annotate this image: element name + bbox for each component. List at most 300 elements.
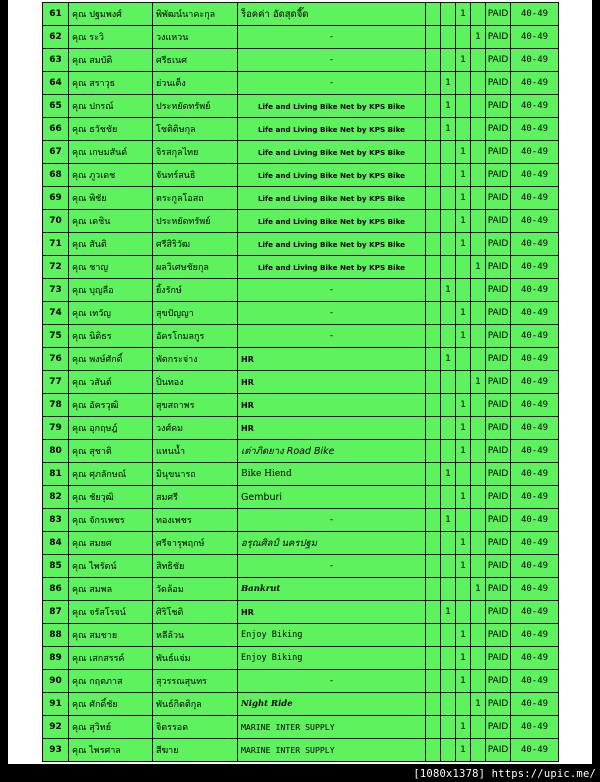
mark-col-1: [426, 72, 441, 95]
row-number: 75: [43, 325, 69, 348]
mark-col-1: [426, 233, 441, 256]
table-row: [43, 555, 559, 578]
mark-col-1: [426, 532, 441, 555]
age-group: 40-49: [511, 394, 559, 417]
mark-col-4: [471, 555, 486, 578]
payment-status: PAID: [486, 302, 511, 325]
row-number: 63: [43, 49, 69, 72]
mark-col-3: [456, 256, 471, 279]
mark-col-3: [456, 95, 471, 118]
mark-col-2: [441, 371, 456, 394]
row-number: 67: [43, 141, 69, 164]
last-name: ยิ้งรักษ์: [153, 279, 238, 302]
first-name: คุณ สมยศ: [69, 532, 153, 555]
team-name: MARINE INTER SUPPLY: [238, 739, 426, 762]
age-group: 40-49: [511, 302, 559, 325]
last-name: พิพัฒน์นาคะกุล: [153, 3, 238, 26]
team-name: ร็อคค่า อัดสุดจี๊ด: [238, 3, 426, 26]
team-name: Life and Living Bike Net by KPS Bike: [238, 210, 426, 233]
first-name: คุณ สมชาย: [69, 624, 153, 647]
age-group: 40-49: [511, 256, 559, 279]
mark-col-1: [426, 26, 441, 49]
mark-col-2: [441, 233, 456, 256]
last-name: ประหยัดทรัพย์: [153, 210, 238, 233]
payment-status: PAID: [486, 647, 511, 670]
mark-col-4: [471, 49, 486, 72]
mark-col-1: [426, 417, 441, 440]
mark-col-4: [471, 624, 486, 647]
row-number: 83: [43, 509, 69, 532]
mark-col-1: [426, 3, 441, 26]
mark-col-2: [441, 141, 456, 164]
age-group: 40-49: [511, 118, 559, 141]
first-name: คุณ เดชิน: [69, 210, 153, 233]
mark-col-4: [471, 210, 486, 233]
row-number: 82: [43, 486, 69, 509]
first-name: คุณ ระวิ: [69, 26, 153, 49]
first-name: คุณ จรัสโรจน์: [69, 601, 153, 624]
mark-col-3: 1: [456, 624, 471, 647]
mark-col-3: 1: [456, 716, 471, 739]
mark-col-1: [426, 371, 441, 394]
mark-col-2: [441, 49, 456, 72]
first-name: คุณ ชาญ: [69, 256, 153, 279]
last-name: สุขปัญญา: [153, 302, 238, 325]
table-row: [43, 693, 559, 716]
first-name: คุณ ภูวเดช: [69, 164, 153, 187]
mark-col-2: [441, 624, 456, 647]
first-name: คุณ ธวัชชัย: [69, 118, 153, 141]
mark-col-2: [441, 394, 456, 417]
row-number: 88: [43, 624, 69, 647]
payment-status: PAID: [486, 532, 511, 555]
age-group: 40-49: [511, 693, 559, 716]
last-name: ศิริโชติ: [153, 601, 238, 624]
last-name: พัดกระจ่าง: [153, 348, 238, 371]
mark-col-4: [471, 463, 486, 486]
payment-status: PAID: [486, 578, 511, 601]
last-name: จิรสกุลไทย: [153, 141, 238, 164]
team-name: Life and Living Bike Net by KPS Bike: [238, 256, 426, 279]
first-name: คุณ พิชัย: [69, 187, 153, 210]
mark-col-3: 1: [456, 670, 471, 693]
age-group: 40-49: [511, 72, 559, 95]
mark-col-2: [441, 187, 456, 210]
mark-col-1: [426, 486, 441, 509]
table-row: [43, 647, 559, 670]
team-name: -: [238, 302, 426, 325]
table-row: [43, 348, 559, 371]
mark-col-2: [441, 26, 456, 49]
mark-col-4: [471, 279, 486, 302]
row-number: 76: [43, 348, 69, 371]
age-group: 40-49: [511, 325, 559, 348]
team-name: Life and Living Bike Net by KPS Bike: [238, 118, 426, 141]
payment-status: PAID: [486, 26, 511, 49]
table-row: [43, 440, 559, 463]
first-name: คุณ ศุภลักษณ์: [69, 463, 153, 486]
mark-col-1: [426, 463, 441, 486]
mark-col-3: 1: [456, 325, 471, 348]
table-row: [43, 417, 559, 440]
mark-col-1: [426, 394, 441, 417]
table-row: [43, 302, 559, 325]
payment-status: PAID: [486, 256, 511, 279]
table-row: [43, 509, 559, 532]
row-number: 85: [43, 555, 69, 578]
age-group: 40-49: [511, 601, 559, 624]
mark-col-3: 1: [456, 417, 471, 440]
team-name: Life and Living Bike Net by KPS Bike: [238, 95, 426, 118]
first-name: คุณ เสกสรรค์: [69, 647, 153, 670]
last-name: ปิ่นทอง: [153, 371, 238, 394]
mark-col-2: [441, 210, 456, 233]
first-name: คุณ ไพรัตน์: [69, 555, 153, 578]
mark-col-3: 1: [456, 141, 471, 164]
mark-col-1: [426, 509, 441, 532]
age-group: 40-49: [511, 532, 559, 555]
mark-col-2: 1: [441, 509, 456, 532]
mark-col-2: [441, 486, 456, 509]
payment-status: PAID: [486, 716, 511, 739]
first-name: คุณ ศักดิ์ชัย: [69, 693, 153, 716]
table-row: [43, 256, 559, 279]
team-name: Life and Living Bike Net by KPS Bike: [238, 187, 426, 210]
payment-status: PAID: [486, 72, 511, 95]
age-group: 40-49: [511, 49, 559, 72]
team-name: Life and Living Bike Net by KPS Bike: [238, 141, 426, 164]
table-row: [43, 371, 559, 394]
row-number: 87: [43, 601, 69, 624]
mark-col-4: [471, 394, 486, 417]
mark-col-1: [426, 95, 441, 118]
age-group: 40-49: [511, 141, 559, 164]
mark-col-3: [456, 693, 471, 716]
mark-col-4: [471, 532, 486, 555]
first-name: คุณ นิติธร: [69, 325, 153, 348]
age-group: 40-49: [511, 210, 559, 233]
last-name: ศรีธเนศ: [153, 49, 238, 72]
last-name: จิตรรอด: [153, 716, 238, 739]
table-row: [43, 187, 559, 210]
payment-status: PAID: [486, 601, 511, 624]
last-name: สุขสถาพร: [153, 394, 238, 417]
age-group: 40-49: [511, 670, 559, 693]
mark-col-1: [426, 348, 441, 371]
team-name: -: [238, 555, 426, 578]
mark-col-2: [441, 256, 456, 279]
mark-col-3: [456, 26, 471, 49]
mark-col-2: [441, 693, 456, 716]
first-name: คุณ ไพรศาล: [69, 739, 153, 762]
payment-status: PAID: [486, 141, 511, 164]
mark-col-3: [456, 118, 471, 141]
mark-col-4: [471, 302, 486, 325]
age-group: 40-49: [511, 348, 559, 371]
mark-col-1: [426, 187, 441, 210]
mark-col-3: 1: [456, 555, 471, 578]
mark-col-4: [471, 95, 486, 118]
mark-col-4: [471, 3, 486, 26]
mark-col-4: [471, 325, 486, 348]
table-row: [43, 279, 559, 302]
mark-col-1: [426, 739, 441, 762]
payment-status: PAID: [486, 417, 511, 440]
row-number: 86: [43, 578, 69, 601]
payment-status: PAID: [486, 348, 511, 371]
mark-col-2: [441, 555, 456, 578]
mark-col-1: [426, 440, 441, 463]
mark-col-1: [426, 693, 441, 716]
payment-status: PAID: [486, 394, 511, 417]
team-name: Life and Living Bike Net by KPS Bike: [238, 233, 426, 256]
table-row: [43, 394, 559, 417]
first-name: คุณ สมบัติ: [69, 49, 153, 72]
row-number: 93: [43, 739, 69, 762]
table-row: [43, 141, 559, 164]
mark-col-2: [441, 739, 456, 762]
last-name: ประหยัดทรัพย์: [153, 95, 238, 118]
age-group: 40-49: [511, 371, 559, 394]
age-group: 40-49: [511, 624, 559, 647]
mark-col-3: [456, 279, 471, 302]
mark-col-1: [426, 555, 441, 578]
payment-status: PAID: [486, 279, 511, 302]
first-name: คุณ อัครวุฒิ: [69, 394, 153, 417]
mark-col-4: [471, 601, 486, 624]
mark-col-3: 1: [456, 394, 471, 417]
team-name: อรุณศิลป์ นครปฐม: [238, 532, 426, 555]
team-name: HR: [238, 601, 426, 624]
mark-col-4: [471, 440, 486, 463]
table-row: [43, 118, 559, 141]
age-group: 40-49: [511, 440, 559, 463]
payment-status: PAID: [486, 325, 511, 348]
team-name: -: [238, 26, 426, 49]
mark-col-4: [471, 647, 486, 670]
row-number: 73: [43, 279, 69, 302]
row-number: 81: [43, 463, 69, 486]
mark-col-1: [426, 118, 441, 141]
mark-col-1: [426, 49, 441, 72]
mark-col-3: 1: [456, 440, 471, 463]
payment-status: PAID: [486, 693, 511, 716]
payment-status: PAID: [486, 164, 511, 187]
mark-col-2: [441, 440, 456, 463]
last-name: สมศรี: [153, 486, 238, 509]
mark-col-2: 1: [441, 118, 456, 141]
payment-status: PAID: [486, 670, 511, 693]
row-number: 65: [43, 95, 69, 118]
mark-col-3: 1: [456, 210, 471, 233]
last-name: จันทร์สนธิ: [153, 164, 238, 187]
mark-col-4: 1: [471, 371, 486, 394]
first-name: คุณ ชัยวุฒิ: [69, 486, 153, 509]
mark-col-3: 1: [456, 302, 471, 325]
team-name: -: [238, 279, 426, 302]
team-name: Night Ride: [238, 693, 426, 716]
mark-col-2: 1: [441, 463, 456, 486]
last-name: วัดล้อม: [153, 578, 238, 601]
age-group: 40-49: [511, 486, 559, 509]
table-row: [43, 716, 559, 739]
mark-col-2: [441, 532, 456, 555]
team-name: -: [238, 509, 426, 532]
table-row: [43, 49, 559, 72]
last-name: ทองเพชร: [153, 509, 238, 532]
age-group: 40-49: [511, 187, 559, 210]
first-name: คุณ พงษ์ศักดิ์: [69, 348, 153, 371]
mark-col-4: [471, 670, 486, 693]
mark-col-1: [426, 578, 441, 601]
last-name: อัครโกมลกูร: [153, 325, 238, 348]
mark-col-2: 1: [441, 95, 456, 118]
mark-col-4: [471, 233, 486, 256]
age-group: 40-49: [511, 463, 559, 486]
mark-col-3: [456, 601, 471, 624]
table-row: [43, 670, 559, 693]
mark-col-3: 1: [456, 3, 471, 26]
team-name: -: [238, 72, 426, 95]
mark-col-4: [471, 417, 486, 440]
row-number: 72: [43, 256, 69, 279]
payment-status: PAID: [486, 371, 511, 394]
last-name: หลีล้วน: [153, 624, 238, 647]
table-row: [43, 233, 559, 256]
first-name: คุณ ปฐมพงศ์: [69, 3, 153, 26]
document-page: [8, 0, 592, 764]
age-group: 40-49: [511, 716, 559, 739]
mark-col-3: [456, 463, 471, 486]
age-group: 40-49: [511, 26, 559, 49]
mark-col-1: [426, 302, 441, 325]
table-row: [43, 325, 559, 348]
table-row: [43, 532, 559, 555]
mark-col-3: 1: [456, 739, 471, 762]
row-number: 69: [43, 187, 69, 210]
age-group: 40-49: [511, 95, 559, 118]
row-number: 84: [43, 532, 69, 555]
row-number: 70: [43, 210, 69, 233]
mark-col-4: [471, 118, 486, 141]
mark-col-1: [426, 624, 441, 647]
last-name: วงแหวน: [153, 26, 238, 49]
table-row: [43, 26, 559, 49]
mark-col-3: 1: [456, 233, 471, 256]
last-name: พันธ์กิตติกุล: [153, 693, 238, 716]
age-group: 40-49: [511, 578, 559, 601]
payment-status: PAID: [486, 509, 511, 532]
age-group: 40-49: [511, 739, 559, 762]
payment-status: PAID: [486, 624, 511, 647]
mark-col-4: [471, 348, 486, 371]
payment-status: PAID: [486, 210, 511, 233]
age-group: 40-49: [511, 647, 559, 670]
mark-col-1: [426, 670, 441, 693]
row-number: 92: [43, 716, 69, 739]
table-row: [43, 739, 559, 762]
team-name: Bike Hiend: [238, 463, 426, 486]
age-group: 40-49: [511, 509, 559, 532]
table-row: [43, 95, 559, 118]
payment-status: PAID: [486, 739, 511, 762]
row-number: 90: [43, 670, 69, 693]
last-name: พันธ์แจ่ม: [153, 647, 238, 670]
mark-col-1: [426, 210, 441, 233]
table-row: [43, 210, 559, 233]
mark-col-1: [426, 141, 441, 164]
first-name: คุณ สราวุธ: [69, 72, 153, 95]
mark-col-4: [471, 739, 486, 762]
first-name: คุณ เกษมสันต์: [69, 141, 153, 164]
last-name: มินุขนารถ: [153, 463, 238, 486]
mark-col-2: 1: [441, 279, 456, 302]
mark-col-1: [426, 601, 441, 624]
payment-status: PAID: [486, 3, 511, 26]
mark-col-2: 1: [441, 72, 456, 95]
first-name: คุณ จักรเพชร: [69, 509, 153, 532]
mark-col-4: [471, 164, 486, 187]
image-host-footer: [1080x1378] https://upic.me/: [413, 768, 596, 780]
team-name: -: [238, 49, 426, 72]
first-name: คุณ วสันต์: [69, 371, 153, 394]
last-name: ย่วนเต็ง: [153, 72, 238, 95]
mark-col-4: 1: [471, 256, 486, 279]
last-name: แหนน้ำ: [153, 440, 238, 463]
mark-col-3: 1: [456, 187, 471, 210]
first-name: คุณ อุกฤษฎ์: [69, 417, 153, 440]
team-name: HR: [238, 417, 426, 440]
team-name: HR: [238, 371, 426, 394]
mark-col-1: [426, 647, 441, 670]
mark-col-4: 1: [471, 578, 486, 601]
team-name: MARINE INTER SUPPLY: [238, 716, 426, 739]
row-number: 64: [43, 72, 69, 95]
payment-status: PAID: [486, 233, 511, 256]
table-row: [43, 164, 559, 187]
mark-col-3: [456, 509, 471, 532]
mark-col-4: [471, 72, 486, 95]
age-group: 40-49: [511, 279, 559, 302]
mark-col-1: [426, 325, 441, 348]
last-name: โชติติษกุล: [153, 118, 238, 141]
mark-col-3: 1: [456, 486, 471, 509]
last-name: ผลวิเศษชัยกุล: [153, 256, 238, 279]
last-name: สิทธิชัย: [153, 555, 238, 578]
age-group: 40-49: [511, 164, 559, 187]
mark-col-3: 1: [456, 164, 471, 187]
first-name: คุณ บุญลือ: [69, 279, 153, 302]
table-row: [43, 578, 559, 601]
last-name: ตระกูลโอสถ: [153, 187, 238, 210]
mark-col-3: [456, 578, 471, 601]
mark-col-1: [426, 164, 441, 187]
table-row: [43, 72, 559, 95]
mark-col-3: 1: [456, 532, 471, 555]
team-name: -: [238, 325, 426, 348]
team-name: Bankrut: [238, 578, 426, 601]
payment-status: PAID: [486, 187, 511, 210]
first-name: คุณ เทวัญ: [69, 302, 153, 325]
registration-table: [42, 2, 559, 762]
first-name: คุณ สุวิทย์: [69, 716, 153, 739]
table-row: [43, 601, 559, 624]
first-name: คุณ สันติ: [69, 233, 153, 256]
age-group: 40-49: [511, 417, 559, 440]
team-name: Life and Living Bike Net by KPS Bike: [238, 164, 426, 187]
payment-status: PAID: [486, 463, 511, 486]
first-name: คุณ สมพล: [69, 578, 153, 601]
